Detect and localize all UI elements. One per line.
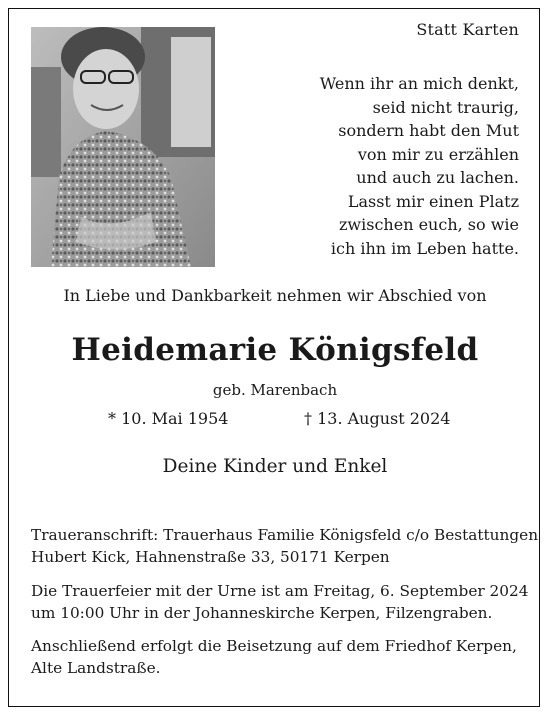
- ceremony-line: um 10:00 Uhr in der Johanneskirche Kerpen, Filzengraben.: [31, 604, 493, 622]
- poem-line: sondern habt den Mut: [338, 121, 519, 140]
- burial-line: Anschließend erfolgt die Beisetzung auf dem Friedhof Kerpen,: [31, 637, 517, 655]
- intro-text: In Liebe und Dankbarkeit nehmen wir Abschied von: [63, 286, 487, 305]
- poem-line: Wenn ihr an mich denkt,: [319, 74, 519, 93]
- burial-block: [31, 635, 519, 679]
- poem-line: von mir zu erzählen: [357, 144, 519, 164]
- statt-karten-label: Statt Karten: [416, 20, 519, 39]
- poem-line: ich ihn im Leben hatte.: [330, 238, 519, 258]
- mourners-line: Deine Kinder und Enkel: [162, 456, 388, 477]
- ceremony-line: Die Trauerfeier mit der Urne ist am Freitag, 6. September 2024: [31, 582, 529, 600]
- poem-line: Lasst mir einen Platz: [347, 191, 519, 211]
- poem-line: seid nicht traurig,: [372, 97, 519, 117]
- portrait-image-icon: [31, 27, 215, 267]
- deceased-name: Heidemarie Königsfeld: [71, 332, 479, 368]
- burial-line: Alte Landstraße.: [31, 659, 161, 677]
- birth-date: * 10. Mai 1954: [108, 409, 229, 428]
- portrait-photo: [31, 27, 215, 267]
- address-block: [31, 524, 539, 568]
- death-date: † 13. August 2024: [304, 409, 451, 428]
- poem: [320, 72, 519, 260]
- poem-line: zwischen euch, so wie: [339, 215, 519, 234]
- address-line: Traueranschrift: Trauerhaus Familie Königsfeld c/o Bestattungen: [31, 526, 539, 544]
- ceremony-block: [31, 580, 529, 624]
- address-line: Hubert Kick, Hahnenstraße 33, 50171 Kerpen: [31, 548, 390, 566]
- poem-line: und auch zu lachen.: [356, 168, 519, 187]
- born-name: geb. Marenbach: [212, 381, 338, 399]
